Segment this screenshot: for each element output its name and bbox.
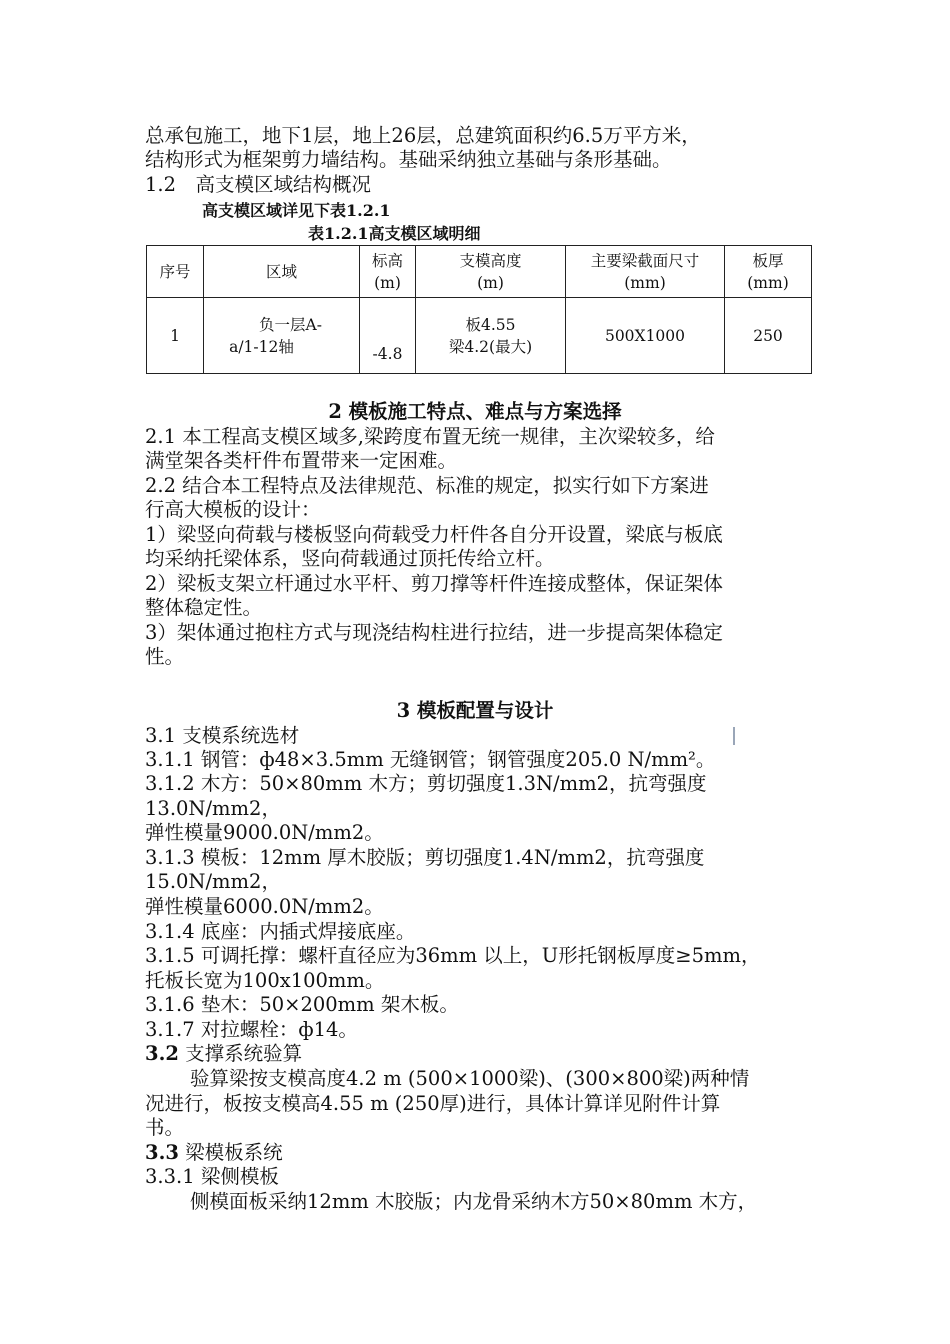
paragraph-line: 侧模面板采纳12mm 木胶版；内龙骨采纳木方50×80mm 木方，: [190, 1190, 758, 1213]
paragraph-line: 况进行，板按支模高4.55 m (250厚)进行，具体计算详见附件计算: [145, 1092, 721, 1115]
paragraph-line: 3.1.4 底座：内插式焊接底座。: [145, 920, 416, 943]
paragraph-line: 2）梁板支架立杆通过水平杆、剪刀撑等杆件连接成整体，保证架体: [145, 572, 723, 595]
paragraph-line: 15.0N/mm2，: [145, 870, 281, 893]
paragraph-line: 3.1.7 对拉螺栓：ф14。: [145, 1018, 358, 1041]
header-area: 区域: [204, 246, 360, 298]
cell-elevation: -4.8: [360, 298, 416, 374]
paragraph-line: 弹性模量9000.0N/mm2。: [145, 821, 384, 844]
cell-slab-thickness: 250: [725, 298, 812, 374]
cell-beam-section: 500X1000: [566, 298, 725, 374]
paragraph-line: 托板长宽为100x100mm。: [145, 969, 385, 992]
high-formwork-table: [146, 245, 812, 374]
paragraph-line: 3.1.3 模板：12mm 厚木胶版；剪切强度1.4N/mm2，抗弯强度: [145, 846, 705, 869]
paragraph-line: 3.1.1 钢管：ф48×3.5mm 无缝钢管；钢管强度205.0 N/mm²。: [145, 748, 716, 771]
section-2-title: 2 模板施工特点、难点与方案选择: [328, 400, 622, 423]
paragraph-line: 均采纳托梁体系，竖向荷载通过顶托传给立杆。: [145, 547, 555, 570]
table-caption: 表1.2.1高支模区域明细: [308, 224, 481, 243]
paragraph-line: 行高大模板的设计：: [145, 498, 321, 521]
section-3-title: 3 模板配置与设计: [396, 699, 554, 722]
paragraph-line: 2.2 结合本工程特点及法律规范、标准的规定，拟实行如下方案进: [145, 474, 709, 497]
paragraph-line: 3.1.5 可调托撑：螺杆直径应为36mm 以上，U形托钢板厚度≥5mm，: [145, 944, 761, 967]
section-3-3-heading: 3.3 梁模板系统: [145, 1141, 283, 1164]
paragraph-line: 弹性模量6000.0N/mm2。: [145, 895, 384, 918]
header-elevation: 标高 (m): [360, 246, 416, 298]
intro-line-2: 结构形式为框架剪力墙结构。基础采纳独立基础与条形基础。: [145, 148, 672, 171]
paragraph-line: 书。: [145, 1116, 185, 1139]
cell-formwork-height: 板4.55 梁4.2(最大): [416, 298, 566, 374]
paragraph-line: 3.1 支模系统选材: [145, 724, 300, 747]
table-reference-note: 高支模区域详见下表1.2.1: [202, 201, 391, 220]
paragraph-line: 1）梁竖向荷载与楼板竖向荷载受力杆件各自分开设置，梁底与板底: [145, 523, 723, 546]
paragraph-line: 3.1.2 木方：50×80mm 木方；剪切强度1.3N/mm2，抗弯强度: [145, 772, 707, 795]
table-header-row: [147, 246, 812, 298]
paragraph-line: 3.1.6 垫木：50×200mm 架木板。: [145, 993, 459, 1016]
paragraph-line: 13.0N/mm2，: [145, 797, 281, 820]
paragraph-line: 3.3.1 梁侧模板: [145, 1165, 279, 1188]
header-beam-section: 主要梁截面尺寸 (mm): [566, 246, 725, 298]
paragraph-line: 整体稳定性。: [145, 596, 263, 619]
cell-area: 负一层A- a/1-12轴: [204, 298, 360, 374]
section-3-2-heading: 3.2 支撑系统验算: [145, 1042, 303, 1065]
header-formwork-height: 支模高度 (m): [416, 246, 566, 298]
text-cursor: [733, 727, 735, 745]
paragraph-line: 2.1 本工程高支模区域多,梁跨度布置无统一规律，主次梁较多，给: [145, 425, 715, 448]
cell-no: 1: [147, 298, 204, 374]
paragraph-line: 验算梁按支模高度4.2 m (500×1000梁)、(300×800梁)两种情: [190, 1067, 750, 1090]
table-row: [147, 298, 812, 374]
paragraph-line: 满堂架各类杆件布置带来一定困难。: [145, 449, 458, 472]
section-1-2-heading: 1.2 高支模区域结构概况: [145, 173, 372, 196]
paragraph-line: 性。: [145, 645, 185, 668]
paragraph-line: 3）架体通过抱柱方式与现浇结构柱进行拉结，进一步提高架体稳定: [145, 621, 723, 644]
header-no: 序号: [147, 246, 204, 298]
intro-line-1: 总承包施工，地下1层，地上26层，总建筑面积约6.5万平方米，: [145, 124, 701, 147]
header-slab-thickness: 板厚 (mm): [725, 246, 812, 298]
